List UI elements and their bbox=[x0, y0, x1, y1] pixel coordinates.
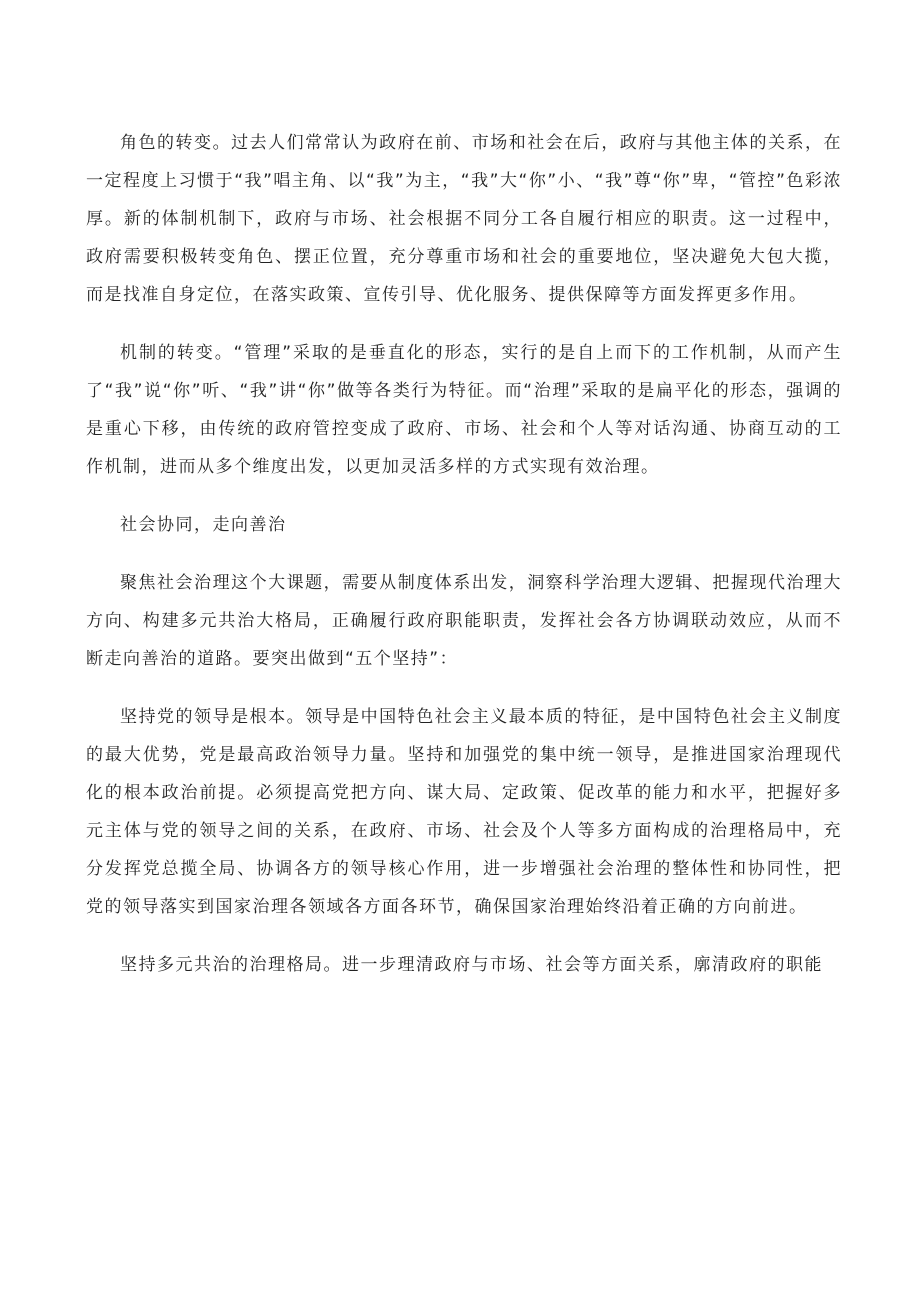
paragraph-role-change: 角色的转变。过去人们常常认为政府在前、市场和社会在后，政府与其他主体的关系，在一定程度上习惯于“我”唱主角、以“我”为主，“我”大“你”小、“我”尊“你”卑，“管控”色彩浓厚。新的体制机制下，政府与市场、社会根据不同分工各自履行相应的职责。这一过程中，政府需要积极转变角色、摆正位置，充分尊重市场和社会的重要地位，坚决避免大包大揽，而是找准自身定位，在落实政策、宣传引导、优化服务、提供保障等方面发挥更多作用。 bbox=[86, 133, 842, 305]
paragraph-party-leadership: 坚持党的领导是根本。领导是中国特色社会主义最本质的特征，是中国特色社会主义制度的最大优势，党是最高政治领导力量。坚持和加强党的集中统一领导，是推进国家治理现代化的根本政治前提。必须提高党把方向、谋大局、定政策、促改革的能力和水平，把握好多元主体与党的领导之间的关系，在政府、市场、社会及个人等多方面构成的治理格局中，充分发挥党总揽全局、协调各方的领导核心作用，进一步增强社会治理的整体性和协同性，把党的领导落实到国家治理各领域各方面各环节，确保国家治理始终沿着正确的方向前进。 bbox=[86, 707, 842, 917]
paragraph-intro: 聚焦社会治理这个大课题，需要从制度体系出发，洞察科学治理大逻辑、把握现代治理大方向、构建多元共治大格局，正确履行政府职能职责，发挥社会各方协调联动效应，从而不断走向善治的道路。要突出做到“五个坚持”： bbox=[86, 573, 842, 669]
document-body bbox=[86, 124, 842, 1004]
paragraph-mechanism-change: 机制的转变。“管理”采取的是垂直化的形态，实行的是自上而下的工作机制，从而产生了“我”说“你”听、“我”讲“你”做等各类行为特征。而“治理”采取的是扁平化的形态，强调的是重心下移，由传统的政府管控变成了政府、市场、社会和个人等对话沟通、协商互动的工作机制，进而从多个维度出发，以更加灵活多样的方式实现有效治理。 bbox=[86, 343, 842, 477]
section-heading: 社会协同，走向善治 bbox=[120, 515, 287, 535]
paragraph-multi-governance: 坚持多元共治的治理格局。进一步理清政府与市场、社会等方面关系，廓清政府的职能 bbox=[120, 955, 823, 975]
